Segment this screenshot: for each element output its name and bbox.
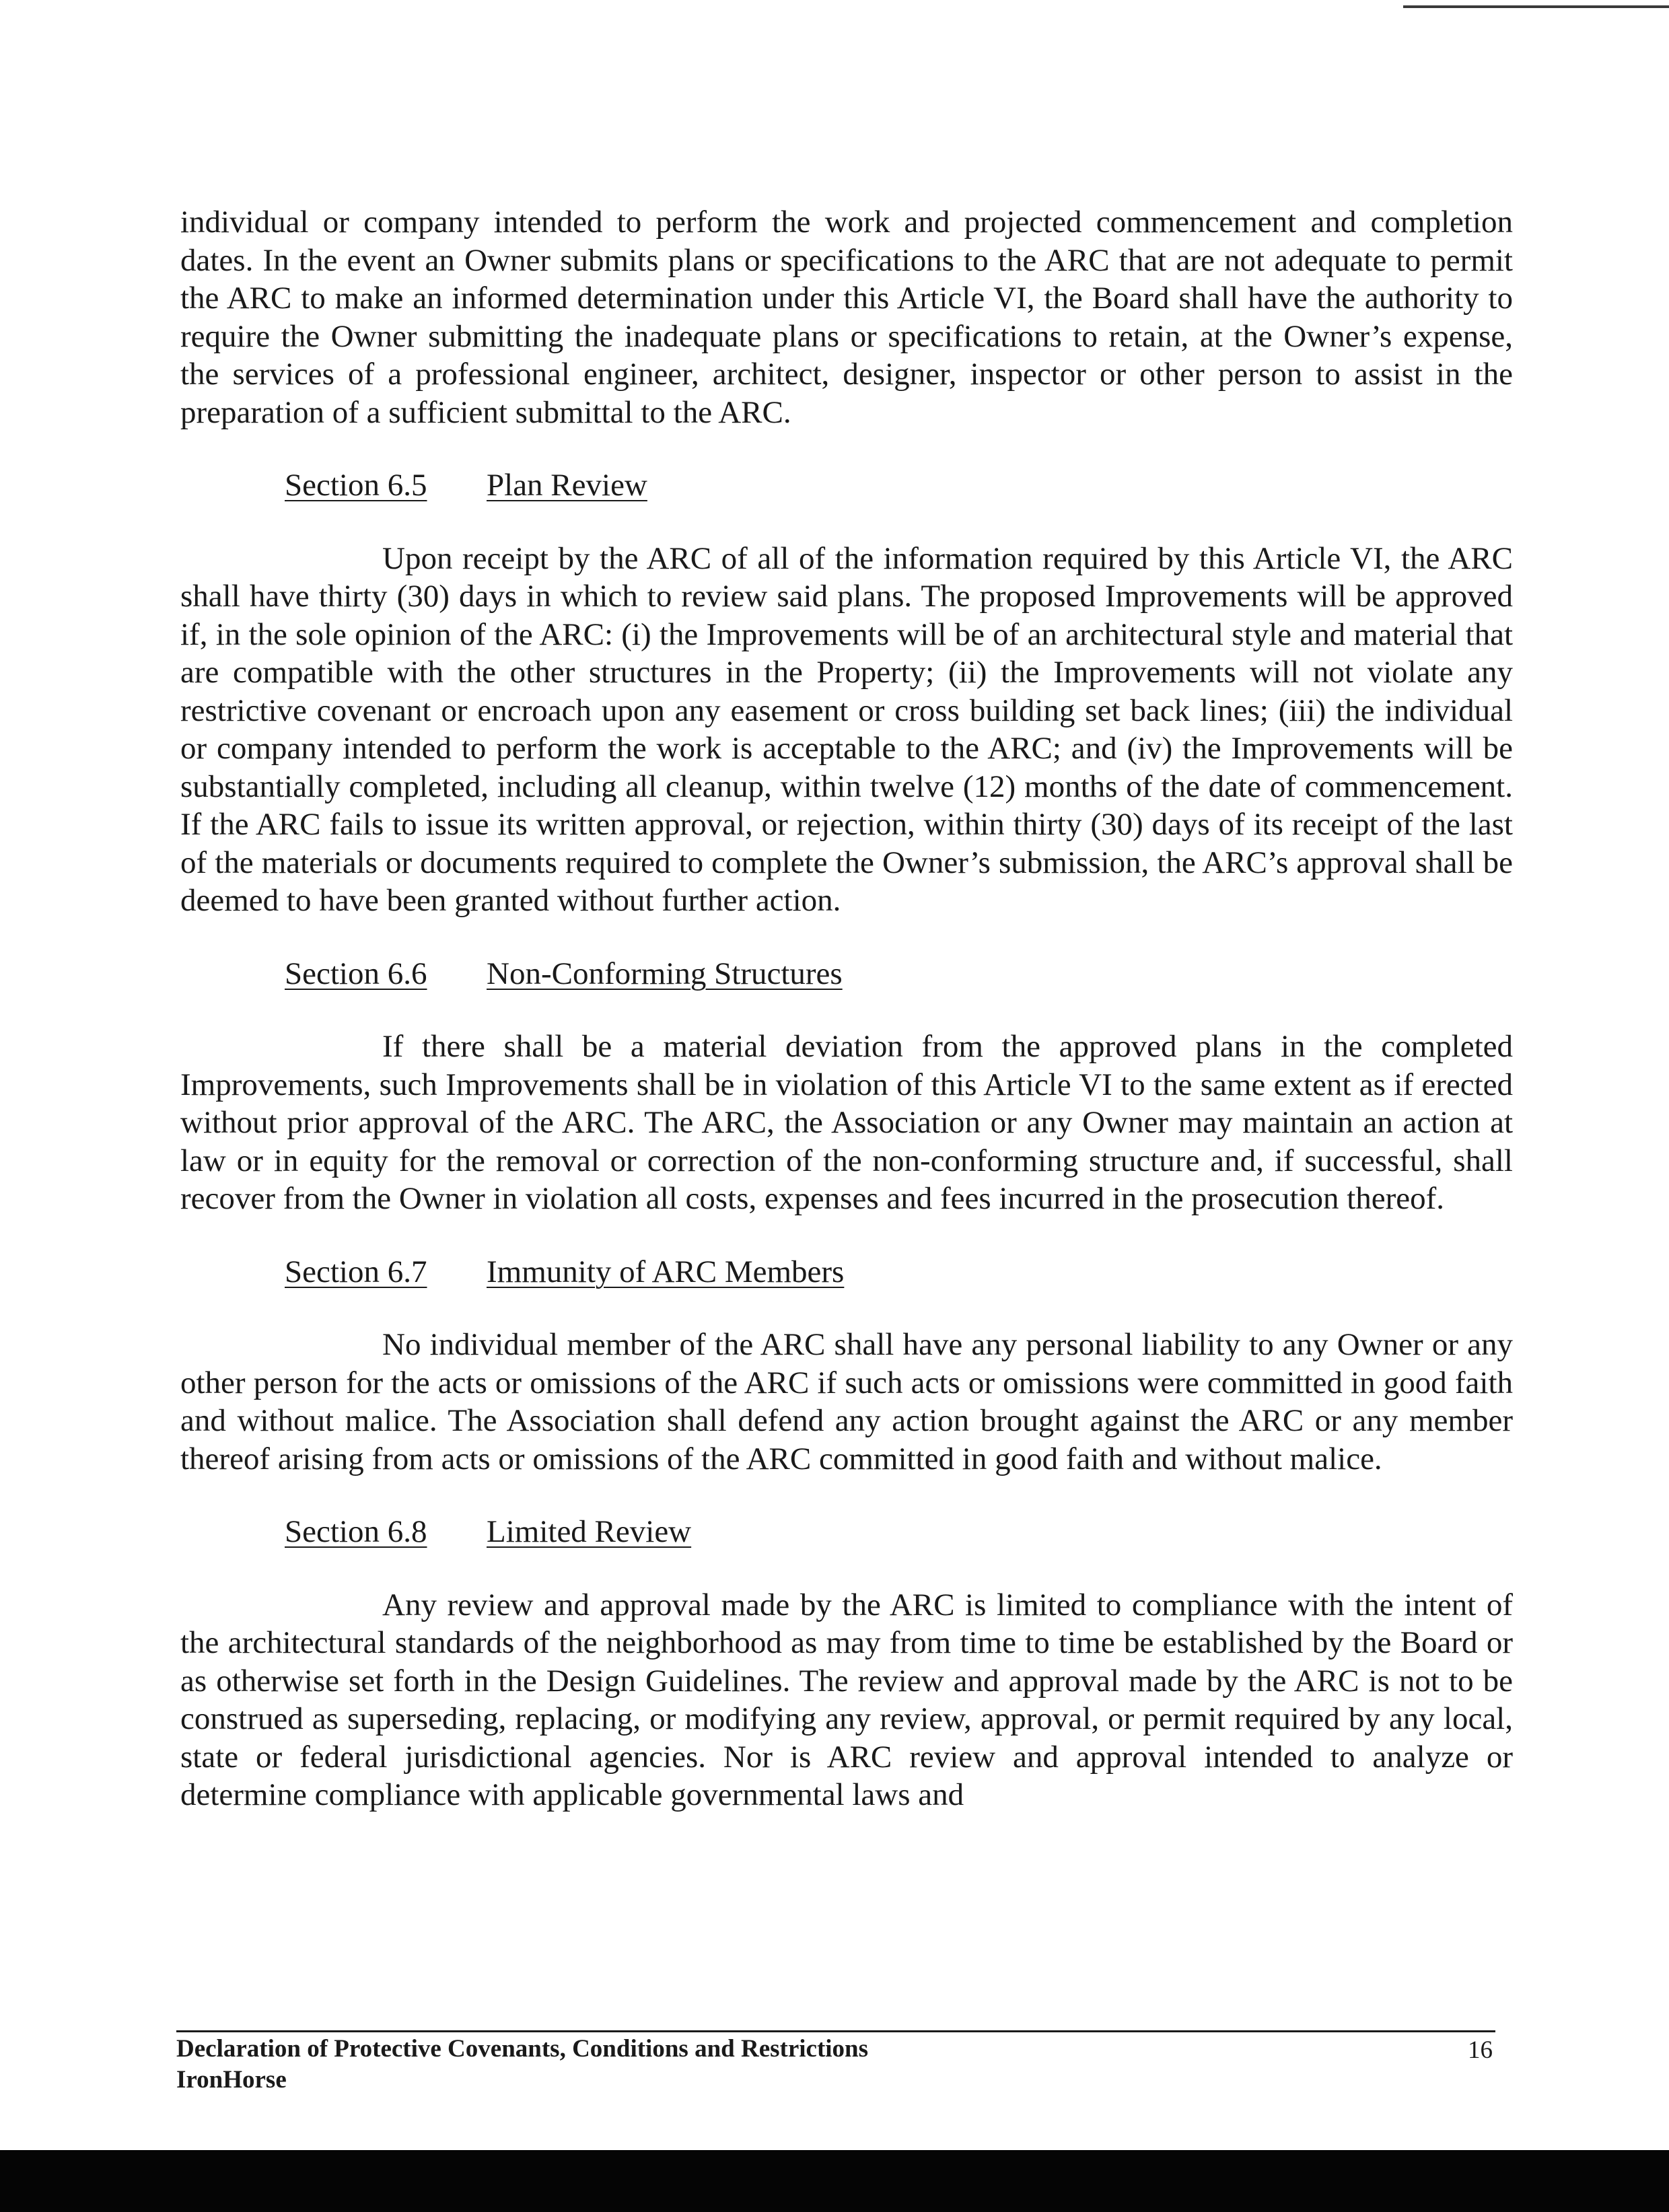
section-body-6-5: Upon receipt by the ARC of all of the information required by this Article VI, the ARC shall have thirty (30) days in which to review said plans. The proposed Improvements will be approved if, in the sole opinion of the ARC: (i) the Improvements will be of an architectural style and material that are compatible with the other structures in the Property; (ii) the Improvements will not violate any restrictive covenant or encroach upon any easement or cross building set back lines; (iii) the individual or company intended to perform the work is acceptable to the ARC; and (iv) the Improvements will be substantially completed, including all cleanup, within twelve (12) months of the date of commencement. If the ARC fails to issue its written approval, or rejection, within thirty (30) days of its receipt of the last of the materials or documents required to complete the Owner’s submission, the ARC’s approval shall be deemed to have been granted without further action. — [180, 540, 1513, 918]
section-heading-6-7 — [180, 1253, 1513, 1291]
section-heading-6-5 — [180, 466, 1513, 505]
page-number: 16 — [1468, 2036, 1493, 2064]
section-number: Section 6.7 — [285, 1254, 427, 1289]
section-number: Section 6.5 — [285, 468, 427, 503]
section-title: Plan Review — [487, 468, 647, 503]
page-body — [180, 203, 1513, 1814]
section-heading-6-6 — [180, 955, 1513, 993]
scan-bottom-border — [0, 2150, 1669, 2212]
section-title: Immunity of ARC Members — [487, 1254, 845, 1289]
scan-artifact-line — [1403, 5, 1669, 8]
opening-paragraph: individual or company intended to perform the work and projected commencement and completion dates. In the event an Owner submits plans or specifications to the ARC that are not adequate to permit the ARC to make an informed determination under this Article VI, the Board shall have the authority to require the Owner submitting the inadequate plans or specifications to retain, at the Owner’s expense, the services of a professional engineer, architect, designer, inspector or other person to assist in the preparation of a sufficient submittal to the ARC. — [180, 205, 1513, 430]
section-title: Limited Review — [487, 1514, 692, 1549]
section-body-6-8: Any review and approval made by the ARC is limited to compliance with the intent of the architectural standards of the neighborhood as may from time to time be established by the Board or as otherwise set forth in the Design Guidelines. The review and approval made by the ARC is not to be construed as superseding, replacing, or modifying any review, approval, or permit required by any local, state or federal jurisdictional agencies. Nor is ARC review and approval intended to analyze or determine compliance with applicable governmental laws and — [180, 1587, 1513, 1812]
footer-document-title: Declaration of Protective Covenants, Conditions and Restrictions — [176, 2035, 869, 2063]
section-heading-6-8 — [180, 1513, 1513, 1551]
section-body-6-6: If there shall be a material deviation from the approved plans in the completed Improvements, such Improvements shall be in violation of this Article VI to the same extent as if erected without prior approval of the ARC. The ARC, the Association or any Owner may maintain an action at law or in equity for the removal or correction of the non-conforming structure and, if successful, shall recover from the Owner in violation all costs, expenses and fees incurred in the prosecution thereof. — [180, 1029, 1513, 1216]
footer-project-name: IronHorse — [176, 2066, 287, 2094]
section-number: Section 6.8 — [285, 1514, 427, 1549]
page-footer — [176, 2034, 1495, 2096]
section-body-6-7: No individual member of the ARC shall have any personal liability to any Owner or any other person for the acts or omissions of the ARC if such acts or omissions were committed in good faith and without malice. The Association shall defend any action brought against the ARC or any member thereof arising from acts or omissions of the ARC committed in good faith and without malice. — [180, 1327, 1513, 1476]
footer-divider — [176, 2030, 1495, 2032]
section-title: Non-Conforming Structures — [487, 956, 843, 991]
section-number: Section 6.6 — [285, 956, 427, 991]
